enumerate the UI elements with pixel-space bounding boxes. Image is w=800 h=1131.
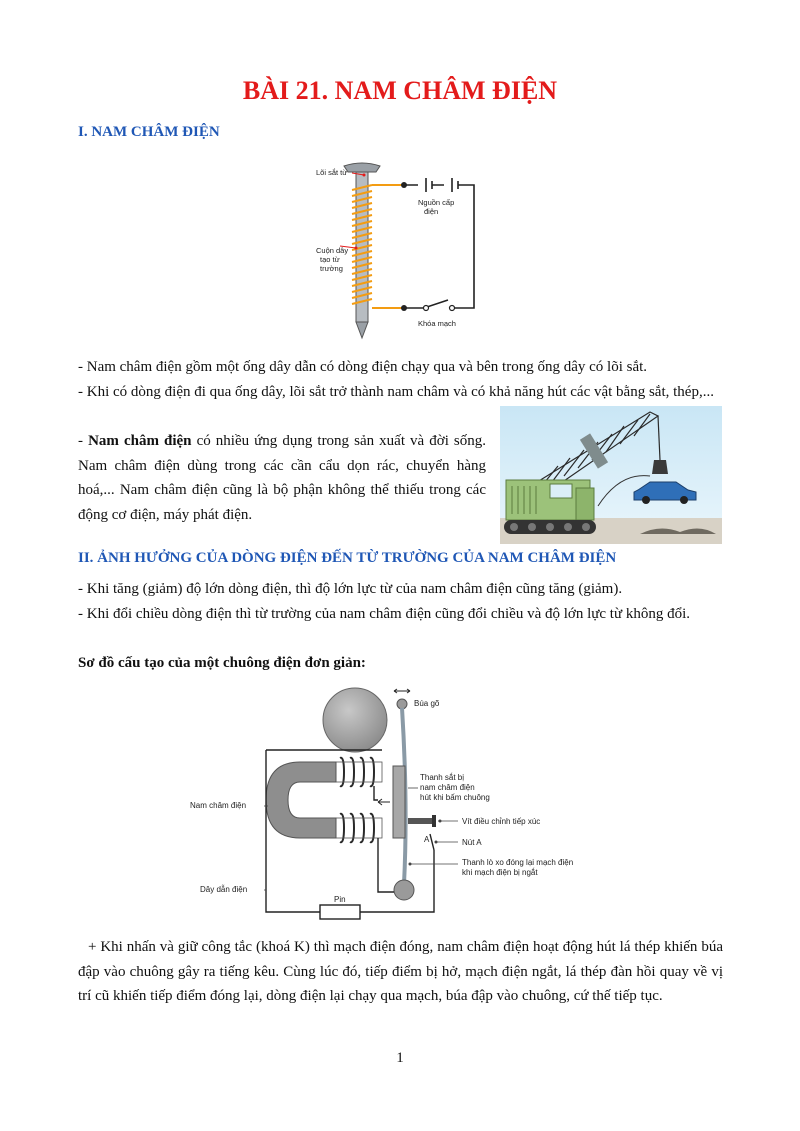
wire-label: Dây dẫn điện — [200, 885, 248, 894]
bar-label-line1: Thanh sắt bị — [420, 773, 465, 782]
electric-bell-diagram — [190, 684, 610, 924]
bar-label-line2: nam châm điện — [420, 783, 475, 792]
paragraph-3-text: có nhiều ứng dụng trong sản xuất và đời sống. Nam châm điện dùng trong các cần cẩu dọn rác, chuyển hàng hoá,... Nam châm điện cũng là bộ phận không thể thiếu trong các động cơ điện, máy phát điện. — [78, 433, 486, 523]
button-label: Nút A — [462, 838, 482, 847]
section-2-paragraph-2: - Khi đổi chiều dòng điện thì từ trường của nam châm điện cũng đổi chiều và độ lớn lực từ không đổi. — [78, 606, 691, 622]
core-label: Lõi sắt từ — [316, 168, 348, 177]
paragraph-3-bold-term: Nam châm điện — [88, 433, 192, 449]
button-letter: A — [424, 835, 430, 844]
power-label-line1: Nguồn cấp — [418, 198, 455, 207]
section-2-paragraph-1: - Khi tăng (giảm) độ lớn dòng điện, thì độ lớn lực từ của nam châm điện cũng tăng (giảm). — [78, 581, 623, 597]
section-2-heading: II. ẢNH HƯỞNG CỦA DÒNG ĐIỆN ĐẾN TỪ TRƯỜNG CỦA NAM CHÂM ĐIỆN — [78, 550, 617, 566]
section-2-paragraph-3: + Khi nhấn và giữ công tắc (khoá K) thì mạch điện đóng, nam châm điện hoạt động hút lá thép khiến búa đập vào chuông gây ra tiếng kêu. Cùng lúc đó, tiếp điểm bị hở, mạch điện ngắt, lá thép đàn hồi quay về vị trí cũ khiến tiếp điểm đóng lại, dòng điện lại chạy qua mạch, búa đập vào chuông, cứ thế tiếp tục. — [78, 939, 723, 1004]
coil-label-line3: trường — [320, 264, 343, 273]
power-label-line2: điện — [424, 207, 439, 216]
bell-diagram-heading: Sơ đồ cấu tạo của một chuông điện đơn giản: — [78, 655, 366, 671]
section-1-heading: I. NAM CHÂM ĐIỆN — [78, 124, 220, 140]
spring-label-line1: Thanh lò xo đóng lại mạch điện — [462, 858, 574, 867]
electromagnet-diagram — [300, 158, 500, 344]
magnet-label: Nam châm điện — [190, 801, 247, 810]
coil-label-line2: tạo từ — [320, 255, 340, 264]
paragraph-3-prefix: - — [78, 433, 89, 449]
hammer-label: Búa gõ — [414, 699, 440, 708]
page-number: 1 — [396, 1050, 404, 1066]
switch-label: Khóa mạch — [418, 319, 456, 328]
coil-label-line1: Cuộn dây — [316, 246, 349, 255]
page-title: BÀI 21. NAM CHÂM ĐIỆN — [242, 76, 558, 105]
screw-label: Vít điều chỉnh tiếp xúc — [462, 817, 541, 826]
section-1-paragraph-3 — [78, 429, 486, 527]
crane-illustration — [500, 406, 722, 544]
bar-label-line3: hút khi bấm chuông — [420, 793, 490, 802]
battery-label: Pin — [334, 895, 346, 904]
section-1-paragraph-1: - Nam châm điện gồm một ống dây dẫn có dòng điện chạy qua và bên trong ống dây có lõi sắt. — [78, 359, 648, 375]
spring-label-line2: khi mạch điện bị ngắt — [462, 868, 538, 877]
section-1-paragraph-2: - Khi có dòng điện đi qua ống dây, lõi sắt trở thành nam châm và có khả năng hút các vật bằng sắt, thép,... — [78, 384, 714, 400]
